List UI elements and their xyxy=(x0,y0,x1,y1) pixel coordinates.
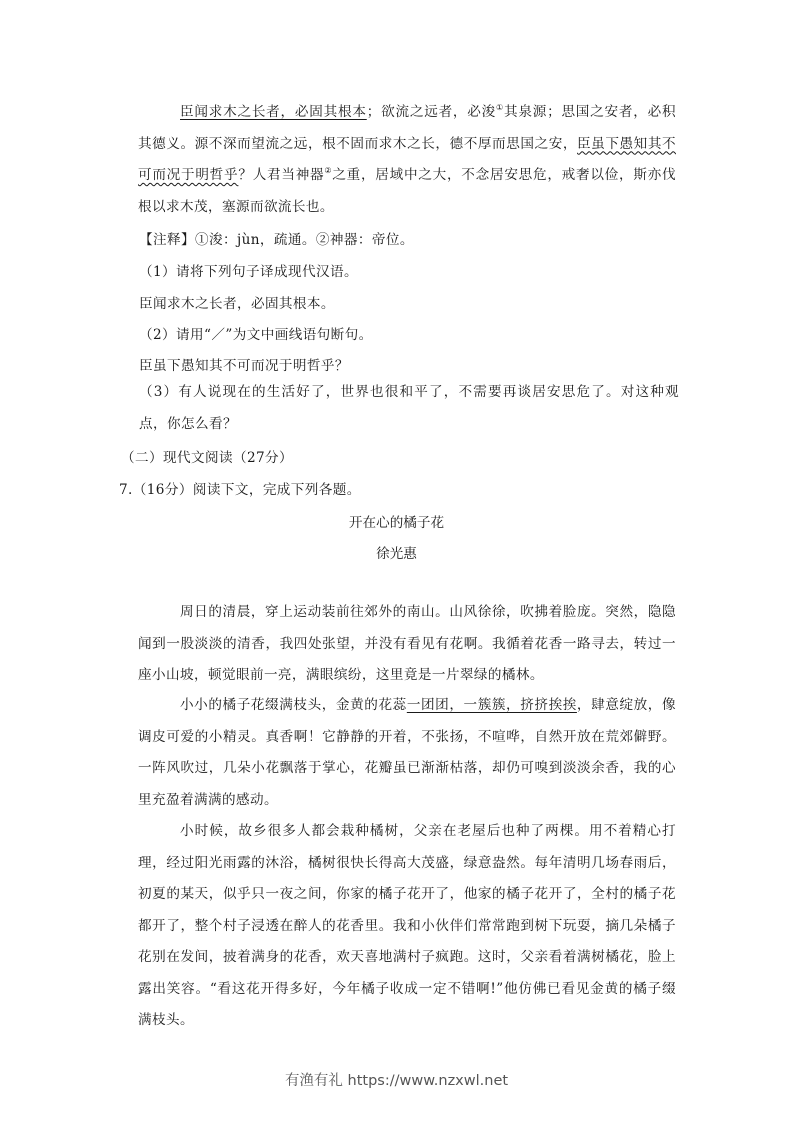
footer-watermark: 有渔有礼 https://www.nzxwl.net xyxy=(284,1073,509,1089)
question-3-prompt: （3）有人说现在的生活好了，世界也很和平了，不需要再谈居安思危了。对这种观点，你怎么看？ xyxy=(139,384,679,432)
passage-text: 其泉源；思国之安者，必积其德义。源不深而望流之远，根不固而求木之长，德不厚而思国之安， xyxy=(138,104,676,152)
essay-paragraph-3: 小时候，故乡很多人都会栽种橘树，父亲在老屋后也种了两棵。用不着精心打理，经过阳光雨露的沐浴，橘树很快长得高大茂盛，绿意盎然。每年清明几场春雨后，初夏的某天，似乎只一夜之间，你家的橘子花开了，他家的橘子花开了，全村的橘子花都开了，整个村子浸透在醉人的花香里。我和小伙伴们常常跑到树下玩耍，摘几朵橘子花别在发间，披着满身的花香，欢天喜地满村子疯跑。这时，父亲看着满树橘花，脸上露出笑容。“看这花开得多好，今年橘子收成一定不错啊!”他仿佛已看见金黄的橘子缀满枝头。 xyxy=(138,823,676,1028)
paragraph-text: ，肆意绽放，像调皮可爱的小精灵。真香啊！它静静的开着，不张扬，不喧哗，自然开放在荒郊僻野。一阵风吹过，几朵小花飘落于掌心，花瓣虽已渐渐枯落，却仍可嗅到淡淡余香，我的心里充盈着满满的感动。 xyxy=(138,697,676,808)
essay-paragraph-1: 周日的清晨，穿上运动装前往郊外的南山。山风徐徐，吹拂着脸庞。突然，隐隐闻到一股淡淡的清香，我四处张望，并没有看见有花啊。我循着花香一路寻去，转过一座小山坡，顿觉眼前一亮，满眼缤纷，这里竟是一片翠绿的橘林。 xyxy=(138,604,676,683)
passage-text: ；欲流之远者，必浚 xyxy=(366,104,497,120)
wavy-underlined-sentence: 臣虽下愚知其不可而况于明哲乎 xyxy=(138,135,676,183)
passage-text: 之重，居域中之大，不念居安思危，戒奢以俭，斯亦伐根以求木茂，塞源而欲流长也。 xyxy=(138,167,676,215)
question-2-sentence: 臣虽下愚知其不可而况于明哲乎？ xyxy=(139,358,349,374)
question-1-prompt: （1）请将下列句子译成现代汉语。 xyxy=(139,264,358,280)
underlined-sentence: 臣闻求木之长者，必固其根本 xyxy=(180,104,367,120)
classical-passage xyxy=(138,97,676,223)
section-heading: （二）现代文阅读（27分） xyxy=(121,450,294,466)
essay-title: 开在心的橘子花 xyxy=(348,515,445,531)
question-1-sentence: 臣闻求木之长者，必固其根本。 xyxy=(139,296,335,312)
essay-author: 徐光惠 xyxy=(376,546,417,562)
note-mark: ② xyxy=(324,166,333,175)
passage-text: ？人君当神器 xyxy=(238,167,325,183)
note-mark: ① xyxy=(496,103,504,112)
question-2-prompt: （2）请用“／”为文中画线语句断句。 xyxy=(139,327,373,343)
annotation: 【注释】①浚：jùn，疏通。②神器：帝位。 xyxy=(139,232,414,248)
paragraph-text: 小小的橘子花缀满枝头，金黄的花蕊 xyxy=(180,697,407,713)
underlined-phrase: 一团团，一簇簇，挤挤挨挨 xyxy=(406,697,577,713)
question-7: 7.（16分）阅读下文，完成下列各题。 xyxy=(119,482,361,498)
essay-paragraph-2 xyxy=(138,690,676,816)
